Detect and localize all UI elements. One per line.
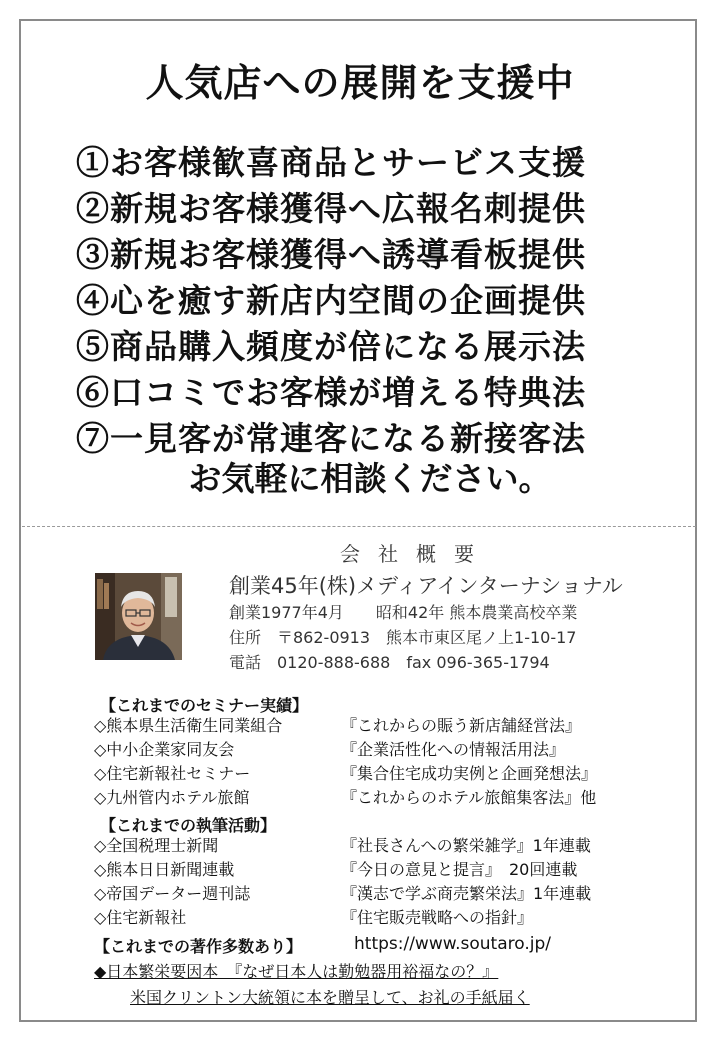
website-link[interactable]: https://www.soutaro.jp/ bbox=[354, 934, 551, 954]
seminar-organizer: ◇九州管内ホテル旅館 bbox=[94, 788, 250, 807]
call-to-action: お気軽に相談ください。 bbox=[188, 459, 552, 498]
seminar-organizer: ◇熊本県生活衛生同業組合 bbox=[94, 716, 283, 735]
headline: 人気店への展開を支援中 bbox=[145, 60, 575, 105]
column-title: 『社長さんへの繁栄雑学』1年連載 bbox=[341, 836, 591, 855]
service-item: ⑤商品購入頻度が倍になる展示法 bbox=[76, 327, 586, 366]
column-title: 『住宅販売戦略への指針』 bbox=[341, 908, 534, 927]
service-list bbox=[76, 140, 676, 462]
publication-name: ◇全国税理士新聞 bbox=[94, 836, 219, 855]
section-divider bbox=[22, 526, 696, 527]
founder-portrait bbox=[95, 573, 182, 660]
column-title: 『漢志で学ぶ商売繁栄法』1年連載 bbox=[341, 884, 592, 903]
service-item: ⑦一見客が常連客になる新接客法 bbox=[76, 419, 586, 458]
service-item: ④心を癒す新店内空間の企画提供 bbox=[76, 281, 586, 320]
seminar-organizer: ◇中小企業家同友会 bbox=[94, 740, 235, 759]
company-founded: 創業1977年4月 昭和42年 熊本農業高校卒業 bbox=[229, 603, 578, 622]
column-title: 『今日の意見と提言』 20回連載 bbox=[341, 860, 578, 879]
company-name: 創業45年(株)メディアインターナショナル bbox=[229, 574, 623, 598]
company-heading: 会社概要 bbox=[340, 542, 492, 566]
books-heading: 【これまでの著作多数あり】 bbox=[94, 937, 303, 956]
company-phone: 電話 0120-888-688 fax 096-365-1794 bbox=[229, 653, 550, 672]
service-item: ⑥口コミでお客様が増える特典法 bbox=[76, 373, 586, 412]
seminar-heading: 【これまでのセミナー実績】 bbox=[100, 696, 309, 715]
featured-book: ◆日本繁栄要因本 『なぜ日本人は勤勉器用裕福なの？』 bbox=[94, 962, 499, 981]
seminar-title: 『これからのホテル旅館集客法』他 bbox=[341, 788, 597, 807]
seminar-title: 『これからの賑う新店舗経営法』 bbox=[341, 716, 582, 735]
books-line bbox=[94, 934, 551, 957]
service-item: ③新規お客様獲得へ誘導看板提供 bbox=[76, 235, 586, 274]
seminar-title: 『集合住宅成功実例と企画発想法』 bbox=[341, 764, 598, 783]
publication-name: ◇住宅新報社 bbox=[94, 908, 187, 927]
publication-name: ◇熊本日日新聞連載 bbox=[94, 860, 235, 879]
writing-heading: 【これまでの執筆活動】 bbox=[100, 816, 277, 835]
service-item: ②新規お客様獲得へ広報名刺提供 bbox=[76, 189, 586, 228]
publication-name: ◇帝国データー週刊誌 bbox=[94, 884, 251, 903]
seminar-title: 『企業活性化への情報活用法』 bbox=[341, 740, 566, 759]
company-address: 住所 〒862-0913 熊本市東区尾ノ上1-10-17 bbox=[229, 628, 577, 647]
seminar-organizer: ◇住宅新報社セミナー bbox=[94, 764, 251, 783]
clinton-letter-note: 米国クリントン大統領に本を贈呈して、お礼の手紙届く bbox=[130, 988, 530, 1007]
service-item: ①お客様歓喜商品とサービス支援 bbox=[76, 143, 586, 182]
